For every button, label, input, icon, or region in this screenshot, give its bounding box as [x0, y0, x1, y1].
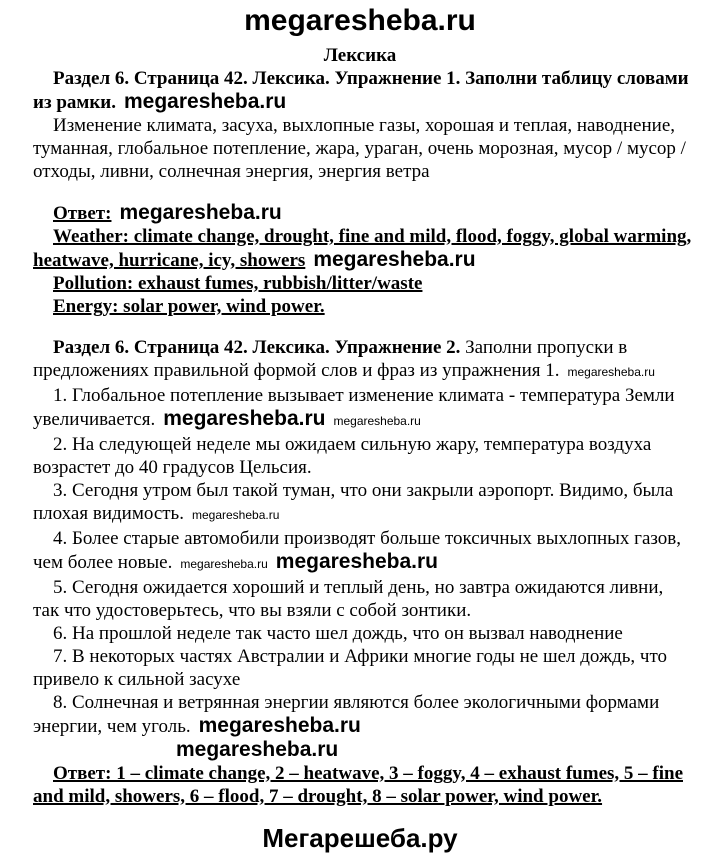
- list-item: [33, 384, 693, 433]
- list-item: [33, 691, 693, 738]
- exercise2-intro: [33, 336, 693, 384]
- exercise2-heading: Раздел 6. Страница 42. Лексика. Упражнение 2.: [53, 337, 461, 358]
- list-item-text: 4. Более старые автомобили производят больше токсичных выхлопных газов, чем более новые.: [33, 528, 682, 573]
- watermark: megaresheba.ru: [176, 738, 339, 761]
- page-title: Лексика: [323, 45, 397, 66]
- exercise1-paragraph: [33, 67, 693, 114]
- answer-label: Ответ:: [53, 203, 112, 224]
- watermark-line: [33, 738, 693, 762]
- document-body: [0, 67, 720, 808]
- watermark: megaresheba.ru: [275, 550, 439, 573]
- watermark: megaresheba.ru: [313, 248, 476, 271]
- list-item-text: 8. Солнечная и ветрянная энергии являются более экологичными формами энергии, чем уголь.: [33, 692, 660, 737]
- watermark: megaresheba.ru: [119, 201, 282, 224]
- watermark: megaresheba.ru: [191, 508, 280, 522]
- list-item: 7. В некоторых частях Австралии и Африки многие годы не шел дождь, что привело к сильной засухе: [33, 646, 668, 690]
- list-item-text: 1. Глобальное потепление вызывает изменение климата - температура Земли увеличивается.: [33, 385, 675, 430]
- list-item: 2. На следующей неделе мы ожидаем сильную жару, температура воздуха возрастет до 40 градусов Цельсия.: [33, 434, 652, 478]
- list-item-text: 3. Сегодня утром был такой туман, что они закрыли аэропорт. Видимо, была плохая видимость.: [33, 480, 674, 524]
- watermark: megaresheba.ru: [333, 414, 421, 428]
- watermark: megaresheba.ru: [198, 714, 361, 737]
- list-item: [33, 527, 693, 576]
- list-item: 6. На прошлой неделе так часто шел дождь, что он вызвал наводнение: [53, 623, 623, 644]
- exercise1-words: Изменение климата, засуха, выхлопные газы, хорошая и теплая, наводнение, туманная, глобальное потепление, жара, ураган, очень морозная, мусор / мусор / отходы, ливни, солнечная энергия, энергия ветра: [33, 115, 686, 182]
- watermark: megaresheba.ru: [180, 557, 268, 571]
- watermark: megaresheba.ru: [163, 407, 326, 430]
- answer-pollution: Pollution: exhaust fumes, rubbish/litter/waste: [53, 273, 423, 294]
- answer-weather-line: [33, 225, 693, 272]
- site-footer[interactable]: Мегарешеба.ру: [262, 823, 458, 853]
- exercise2-instruction: Заполни пропуски в предложениях правильной формой слов и фраз из упражнения 1.: [33, 337, 628, 381]
- answer-energy: Energy: solar power, wind power.: [53, 296, 325, 317]
- watermark: megaresheba.ru: [567, 365, 655, 379]
- exercise1-heading: Раздел 6. Страница 42. Лексика. Упражнение 1. Заполни таблицу словами из рамки.: [33, 68, 689, 113]
- site-header[interactable]: megaresheba.ru: [244, 4, 476, 37]
- exercise2-answer: Ответ: 1 – climate change, 2 – heatwave, 3 – foggy, 4 – exhaust fumes, 5 – fine and mild, showers, 6 – flood, 7 – drought, 8 – solar power, wind power.: [33, 763, 683, 807]
- list-item: [33, 479, 693, 527]
- watermark: megaresheba.ru: [124, 90, 287, 113]
- answer-label-line: [33, 201, 693, 225]
- answer-weather: Weather: climate change, drought, fine and mild, flood, foggy, global warming, heatwave, hurricane, icy, showers: [33, 226, 692, 271]
- list-item: 5. Сегодня ожидается хороший и теплый день, но завтра ожидаются ливни, так что удостоверьтесь, что вы взяли с собой зонтики.: [33, 577, 664, 621]
